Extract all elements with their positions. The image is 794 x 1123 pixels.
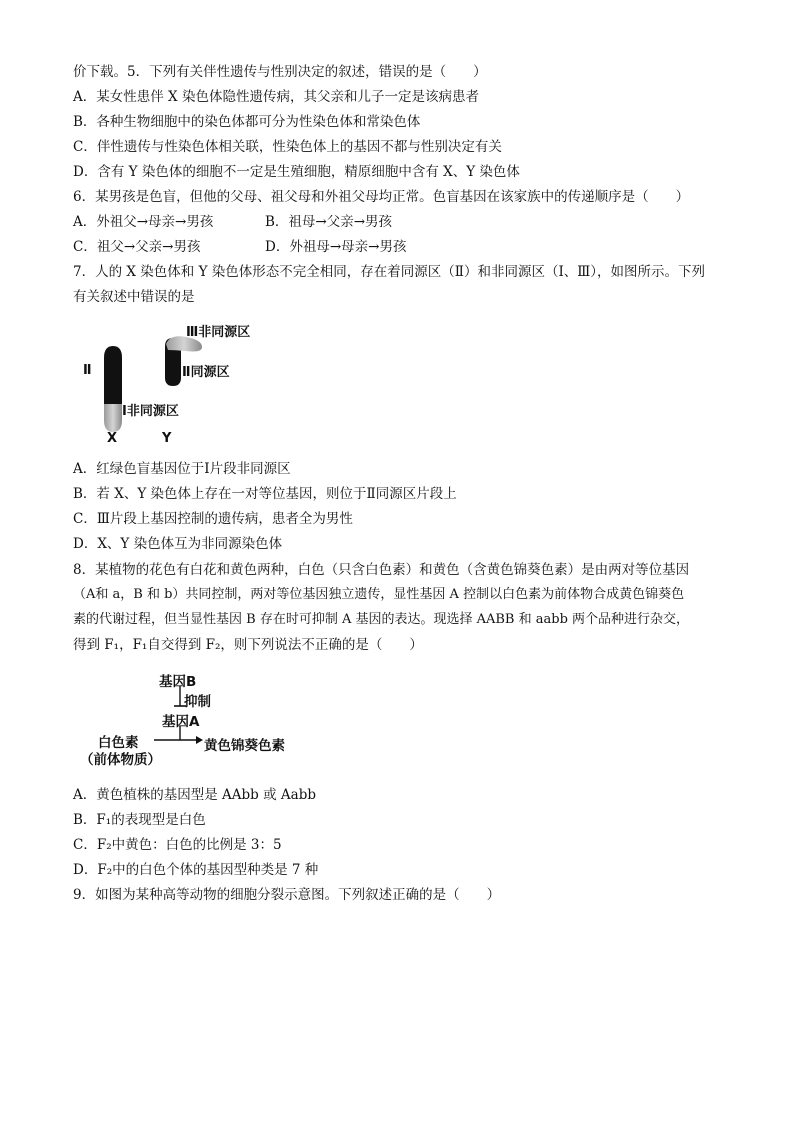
- q5-option-a: A．某女性患伴 X 染色体隐性遗传病，其父亲和儿子一定是该病患者: [73, 89, 479, 105]
- q8-stem-line3: 素的代谢过程，但当显性基因 B 存在时可抑制 A 基因的表达。现选择 AABB 和 aabb 两个品种进行杂交，: [73, 612, 690, 627]
- q9-stem: 9．如图为某种高等动物的细胞分裂示意图。下列叙述正确的是（ ）: [73, 887, 501, 903]
- label-y: Y: [162, 431, 172, 446]
- label-yellow-pigment: 黄色锦葵色素: [204, 738, 285, 754]
- q7-option-c: C．Ⅲ片段上基因控制的遗传病，患者全为男性: [73, 511, 353, 527]
- label-white-pigment: 白色素: [98, 735, 139, 751]
- q6-stem: 6．某男孩是色盲，但他的父母、祖父母和外祖父母均正常。色盲基因在该家族中的传递顺序是（ ）: [73, 189, 690, 205]
- q5-option-d: D．含有 Y 染色体的细胞不一定是生殖细胞，精原细胞中含有 X、Y 染色体: [73, 164, 520, 180]
- q6-option-d: D．外祖母→母亲→男孩: [265, 239, 407, 255]
- label-gene-a: 基因A: [162, 714, 200, 730]
- q8-option-b: B．F₁的表现型是白色: [73, 812, 206, 828]
- q7-stem-line2: 有关叙述中错误的是: [73, 289, 195, 305]
- q5-stem: 价下载。5．下列有关伴性遗传与性别决定的叙述，错误的是（ ）: [73, 64, 487, 80]
- q6-option-a: A．外祖父→母亲→男孩: [73, 214, 214, 230]
- label-gene-b: 基因B: [159, 674, 197, 690]
- label-region-ii: Ⅱ: [83, 363, 92, 378]
- q8-stem-line1: 8．某植物的花色有白花和黄色两种，白色（只含白色素）和黄色（含黄色锦葵色素）是由两对等位基因: [73, 562, 690, 578]
- label-region-i: Ⅰ非同源区: [122, 404, 179, 419]
- chromosome-figure: [78, 318, 278, 448]
- q8-stem-line2: （A和 a，B 和 b）共同控制，两对等位基因独立遗传，显性基因 A 控制以白色素为前体物合成黄色锦葵色: [73, 587, 685, 602]
- q7-option-b: B．若 X、Y 染色体上存在一对等位基因，则位于Ⅱ同源区片段上: [73, 486, 457, 502]
- label-precursor: （前体物质）: [80, 752, 161, 768]
- q7-stem-line1: 7．人的 X 染色体和 Y 染色体形态不完全相同，存在着同源区（Ⅱ）和非同源区（Ⅰ、Ⅲ），如图所示。下列: [73, 264, 706, 280]
- label-x: X: [107, 431, 118, 446]
- q8-option-a: A．黄色植株的基因型是 AAbb 或 Aabb: [73, 787, 316, 803]
- q6-option-c: C．祖父→父亲→男孩: [73, 239, 201, 255]
- q7-option-a: A．红绿色盲基因位于Ⅰ片段非同源区: [73, 461, 291, 477]
- q7-option-d: D．X、Y 染色体互为非同源染色体: [73, 536, 283, 552]
- pathway-figure: [80, 668, 300, 768]
- q5-option-c: C．伴性遗传与性染色体相关联，性染色体上的基因不都与性别决定有关: [73, 139, 502, 155]
- q8-stem-line4: 得到 F₁，F₁自交得到 F₂，则下列说法不正确的是（ ）: [73, 637, 423, 653]
- label-region-ii-homologous: Ⅱ同源区: [182, 365, 230, 380]
- q5-option-b: B．各种生物细胞中的染色体都可分为性染色体和常染色体: [73, 114, 421, 130]
- q8-option-c: C．F₂中黄色：白色的比例是 3：5: [73, 837, 282, 853]
- q6-option-b: B．祖母→父亲→男孩: [265, 214, 393, 230]
- q8-option-d: D．F₂中的白色个体的基因型种类是 7 种: [73, 862, 319, 878]
- label-inhibit: 抑制: [184, 694, 211, 710]
- x-chromosome: [104, 346, 122, 432]
- label-region-iii: Ⅲ非同源区: [186, 325, 251, 340]
